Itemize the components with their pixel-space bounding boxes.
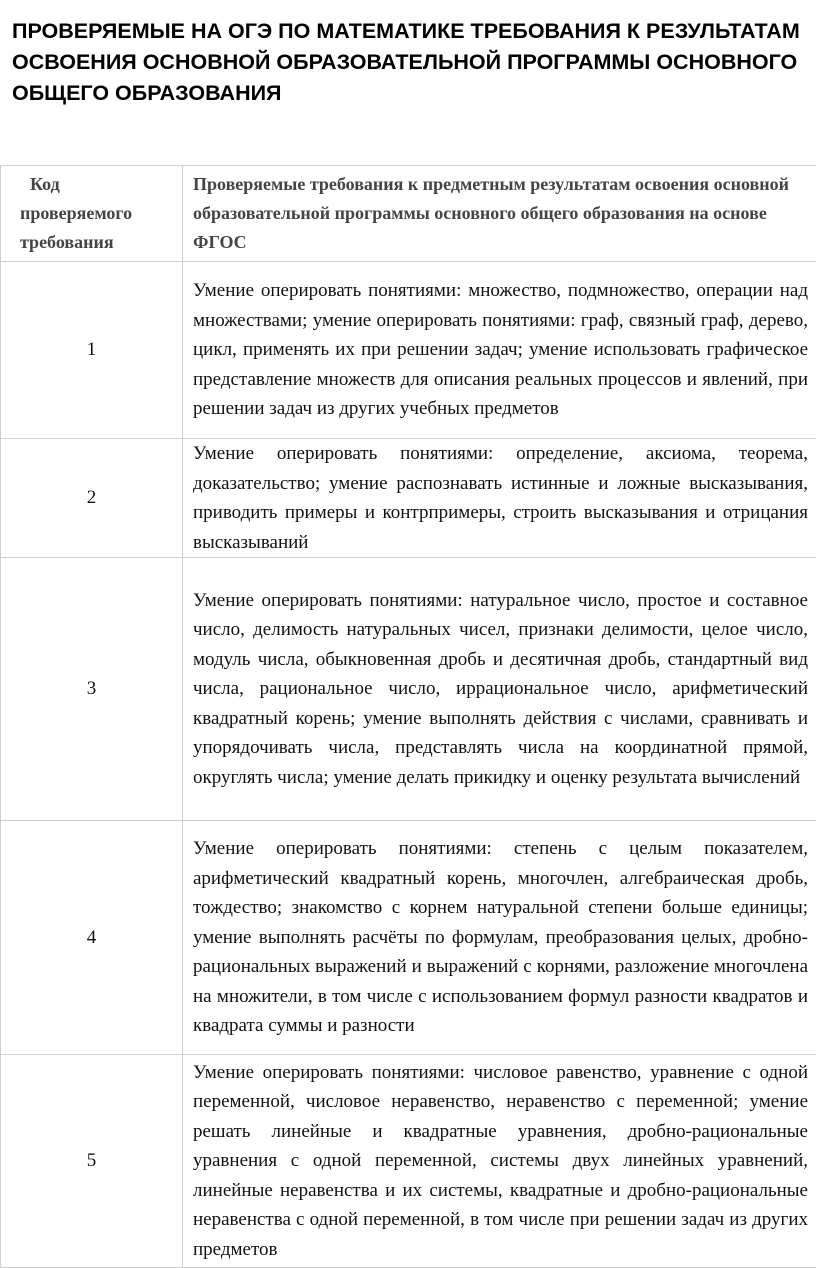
document-title: ПРОВЕРЯЕМЫЕ НА ОГЭ ПО МАТЕМАТИКЕ ТРЕБОВАНИЯ К РЕЗУЛЬТАТАМ ОСВОЕНИЯ ОСНОВНОЙ ОБРАЗОВАТЕЛЬНОЙ ПРОГРАММЫ ОСНОВНОГО ОБЩЕГО ОБРАЗОВАНИЯ bbox=[12, 16, 802, 109]
requirement-text: Умение оперировать понятиями: степень с целым показателем, арифметический квадратный корень, многочлен, алгебраическая дробь, тождество; знакомство с корнем натуральной степени больше единицы; умение выполнять расчёты по формулам, преобразования целых, дробно-рациональных выражений и выражений с корнями, разложение многочлена на множители, в том числе с использованием формул разности квадратов и квадрата суммы и разности bbox=[183, 821, 816, 1055]
header-code-line-1: Код bbox=[25, 170, 172, 199]
requirement-text: Умение оперировать понятиями: числовое равенство, уравнение с одной переменной, числовое неравенство, неравенство с переменной; умение решать линейные и квадратные уравнения, дробно-рациональные уравнения с одной переменной, системы двух линейных уравнений, линейные неравенства и их системы, квадратные и дробно-рациональные неравенства с одной переменной, в том числе при решении задач из других предметов bbox=[183, 1055, 816, 1268]
requirement-text: Умение оперировать понятиями: определение, аксиома, теорема, доказательство; умение распознавать истинные и ложные высказывания, приводить примеры и контрпримеры, строить высказывания и отрицания высказываний bbox=[183, 439, 816, 558]
table-row bbox=[1, 262, 816, 439]
header-code bbox=[1, 166, 183, 262]
table-row bbox=[1, 558, 816, 821]
header-code-line-3: требования bbox=[20, 228, 172, 257]
requirement-code: 2 bbox=[1, 439, 183, 558]
requirements-table bbox=[0, 165, 816, 1268]
requirement-code: 3 bbox=[1, 558, 183, 821]
requirement-code: 5 bbox=[1, 1055, 183, 1268]
table-row bbox=[1, 439, 816, 558]
requirement-code: 1 bbox=[1, 262, 183, 439]
table-header-row bbox=[1, 166, 816, 262]
header-code-line-2: проверяемого bbox=[20, 199, 172, 228]
table-row bbox=[1, 1055, 816, 1268]
header-requirements bbox=[183, 166, 816, 262]
requirement-text: Умение оперировать понятиями: натуральное число, простое и составное число, делимость натуральных чисел, признаки делимости, целое число, модуль числа, обыкновенная дробь и десятичная дробь, стандартный вид числа, рациональное число, иррациональное число, арифметический квадратный корень; умение выполнять действия с числами, сравнивать и упорядочивать числа, представлять числа на координатной прямой, округлять числа; умение делать прикидку и оценку результата вычислений bbox=[183, 558, 816, 821]
requirement-code: 4 bbox=[1, 821, 183, 1055]
table-row bbox=[1, 821, 816, 1055]
requirement-text: Умение оперировать понятиями: множество, подмножество, операции над множествами; умение оперировать понятиями: граф, связный граф, дерево, цикл, применять их при решении задач; умение использовать графическое представление множеств для описания реальных процессов и явлений, при решении задач из других учебных предметов bbox=[183, 262, 816, 439]
header-requirements-text: Проверяемые требования к предметным результатам освоения основной образовательной программы основного общего образования на основе ФГОС bbox=[183, 166, 816, 261]
